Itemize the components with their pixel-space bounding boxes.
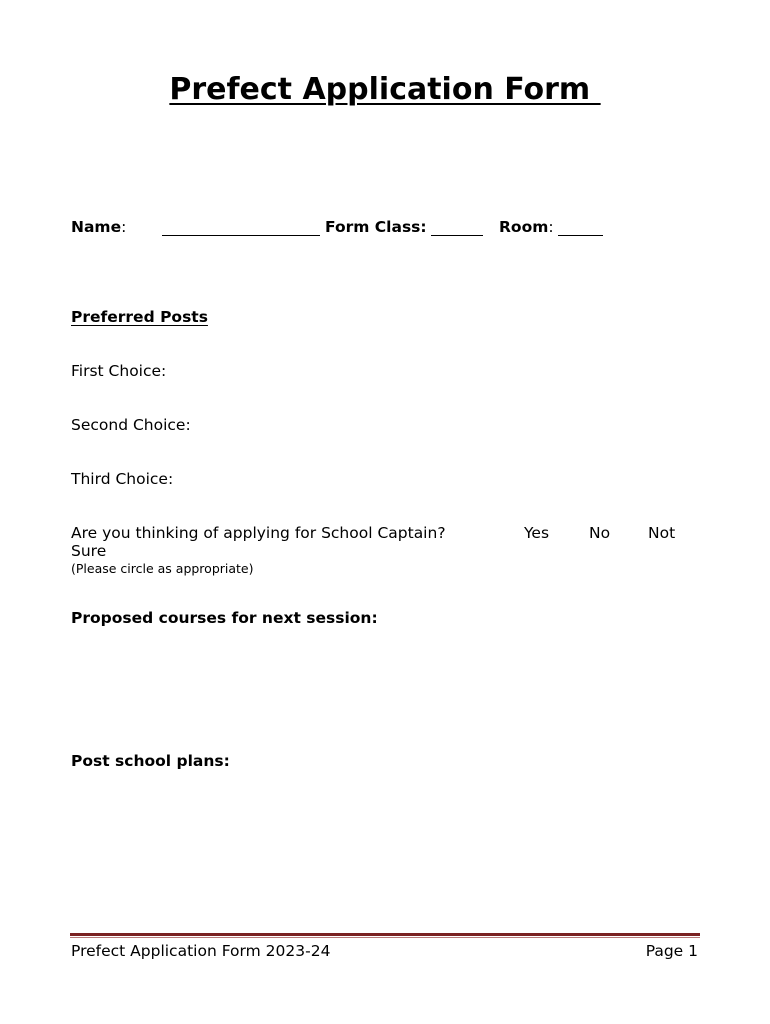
name-field[interactable] <box>162 221 320 240</box>
circle-note: (Please circle as appropriate) <box>71 561 254 576</box>
form-title <box>0 72 770 107</box>
footer-title: Prefect Application Form 2023-24 <box>71 942 331 960</box>
form-class-field[interactable] <box>431 221 483 240</box>
captain-question: Are you thinking of applying for School Captain? <box>71 524 446 542</box>
post-school-plans-heading: Post school plans: <box>71 752 230 770</box>
preferred-posts-heading: Preferred Posts <box>71 308 208 326</box>
form-title-text: Prefect Application Form <box>169 72 601 107</box>
option-not-sure[interactable]: Not <box>648 524 676 542</box>
footer-rule <box>70 933 700 938</box>
option-not-sure-wrap[interactable]: Sure <box>71 542 107 560</box>
page-number: Page 1 <box>645 942 698 960</box>
option-no[interactable]: No <box>589 524 611 542</box>
room-label: Room: <box>499 218 554 236</box>
option-yes[interactable]: Yes <box>524 524 550 542</box>
third-choice-label: Third Choice: <box>71 470 174 488</box>
room-field[interactable] <box>558 221 603 240</box>
name-label: Name: <box>71 218 127 236</box>
second-choice-label: Second Choice: <box>71 416 191 434</box>
form-class-label: Form Class: <box>325 218 427 236</box>
first-choice-label: First Choice: <box>71 362 167 380</box>
proposed-courses-heading: Proposed courses for next session: <box>71 609 378 627</box>
